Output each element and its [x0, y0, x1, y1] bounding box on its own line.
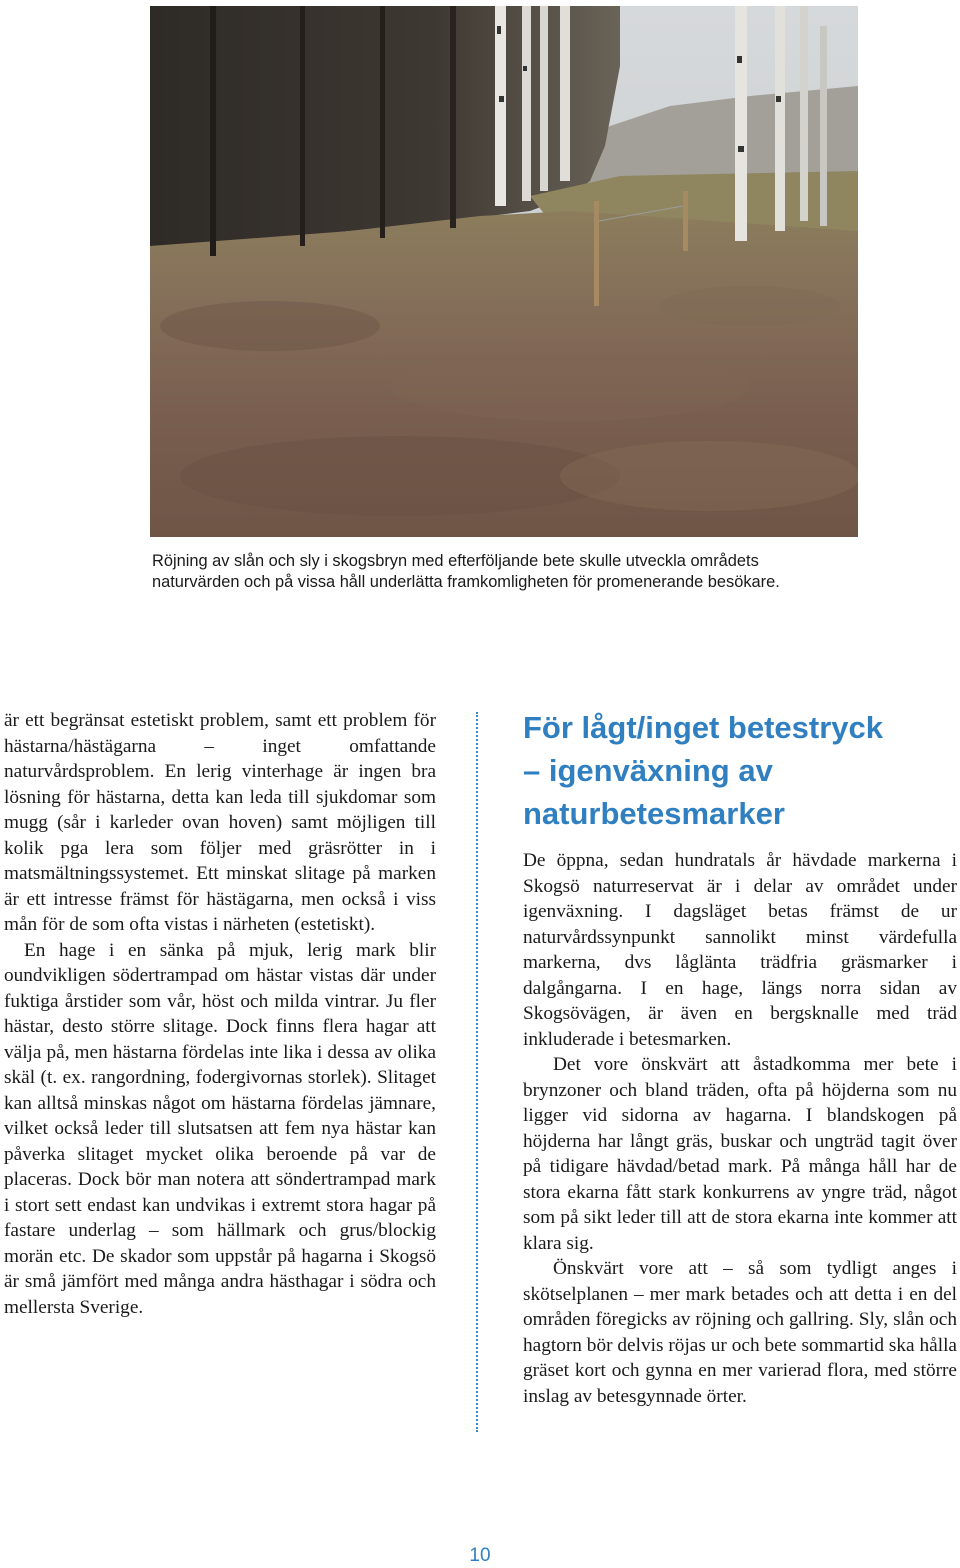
- photo-caption: [152, 551, 872, 593]
- right-paragraph-3: Önskvärt vore att – så som tydligt anges i skötselplanen – mer mark betades och att detta i en del områden föregicks av röjning och gallring. Sly, slån och hagtorn bör delvis röjas ur och bete sommartid ska hålla gräset kort och gynna en mer varierad flora, med större inslag av betesgynnade örter.: [523, 1258, 957, 1407]
- page-number: 10: [469, 1545, 491, 1566]
- heading-line-3: naturbetesmarker: [523, 796, 785, 831]
- landscape-photo: [150, 6, 858, 537]
- right-paragraph-1: De öppna, sedan hundratals år hävdade markerna i Skogsö naturreservat är i delar av området under igenväxning. I dagsläget betas främst de ur naturvårdssynpunkt sannolikt minst värdefulla markerna, dvs låglänta trädfria gräsmarker i dalgångarna. I en hage, längs norra sidan av Skogsövägen, är även en bergsknalle med träd inkluderade i betesmarken.: [523, 850, 957, 1050]
- heading-line-1: För lågt/inget betestryck: [523, 710, 884, 745]
- section-heading: [523, 706, 957, 835]
- column-divider: [476, 712, 480, 1432]
- caption-line-2: naturvärden och på vissa håll underlätta framkomligheten för promenerande besökare.: [152, 573, 780, 591]
- heading-line-2: – igenväxning av: [523, 753, 773, 788]
- left-column: [4, 708, 436, 1320]
- left-paragraph-2: En hage i en sänka på mjuk, lerig mark blir oundvikligen södertrampad om hästar vistas där under fuktiga årstider som vår, höst och milda vintrar. Ju fler hästar, desto större slitage. Dock finns flera hagar att välja på, men hästarna fördelas inte lika i dessa av olika skäl (t. ex. rangordning, fodergivornas storlek). Slitaget kan alltså minskas något om hästarna fördelas jämnare, vilket också leder till slutsatsen att fem nya hästar kan påverka slitaget mycket olika beroende på var de placeras. Dock bör man notera att söndertrampad mark i stort sett endast kan undvikas i extremt stora hagar på fastare underlag – som hällmark och grus/blockig morän etc. De skador som uppstår på hagarna i Skogsö är små jämfört med många andra hästhagar i södra och mellersta Sverige.: [4, 939, 436, 1318]
- caption-line-1: Röjning av slån och sly i skogsbryn med efterföljande bete skulle utveckla områdets: [152, 552, 759, 570]
- right-column: [523, 706, 957, 1409]
- right-paragraph-2: Det vore önskvärt att åstadkomma mer bete i brynzoner och bland träden, ofta på höjderna som nu ligger vid sidorna av hagarna. I blandskogen på höjderna har långt gräs, buskar och ungträd tagit över på tidigare hävdad/betad mark. På många håll har de stora ekarna fått stark konkurrens av yngre träd, något som på sikt leder till att de stora ekarna inte kommer att klara sig.: [523, 1054, 957, 1254]
- left-paragraph-1: är ett begränsat estetiskt problem, samt ett problem för hästarna/hästägarna – inget omfattande naturvårdsproblem. En lerig vinterhage är ingen bra lösning för hästarna, detta kan leda till sjukdomar som mugg (sår i karleder ovan hoven) samt möjligen till kolik pga lera som följer med gräsrötter in i matsmältningssystemet. Ett minskat slitage på marken är ett intresse främst för hästägarna, men också i viss mån för de som ofta vistas i närheten (estetiskt).: [4, 710, 436, 935]
- landscape-photo-graphic: [150, 6, 858, 537]
